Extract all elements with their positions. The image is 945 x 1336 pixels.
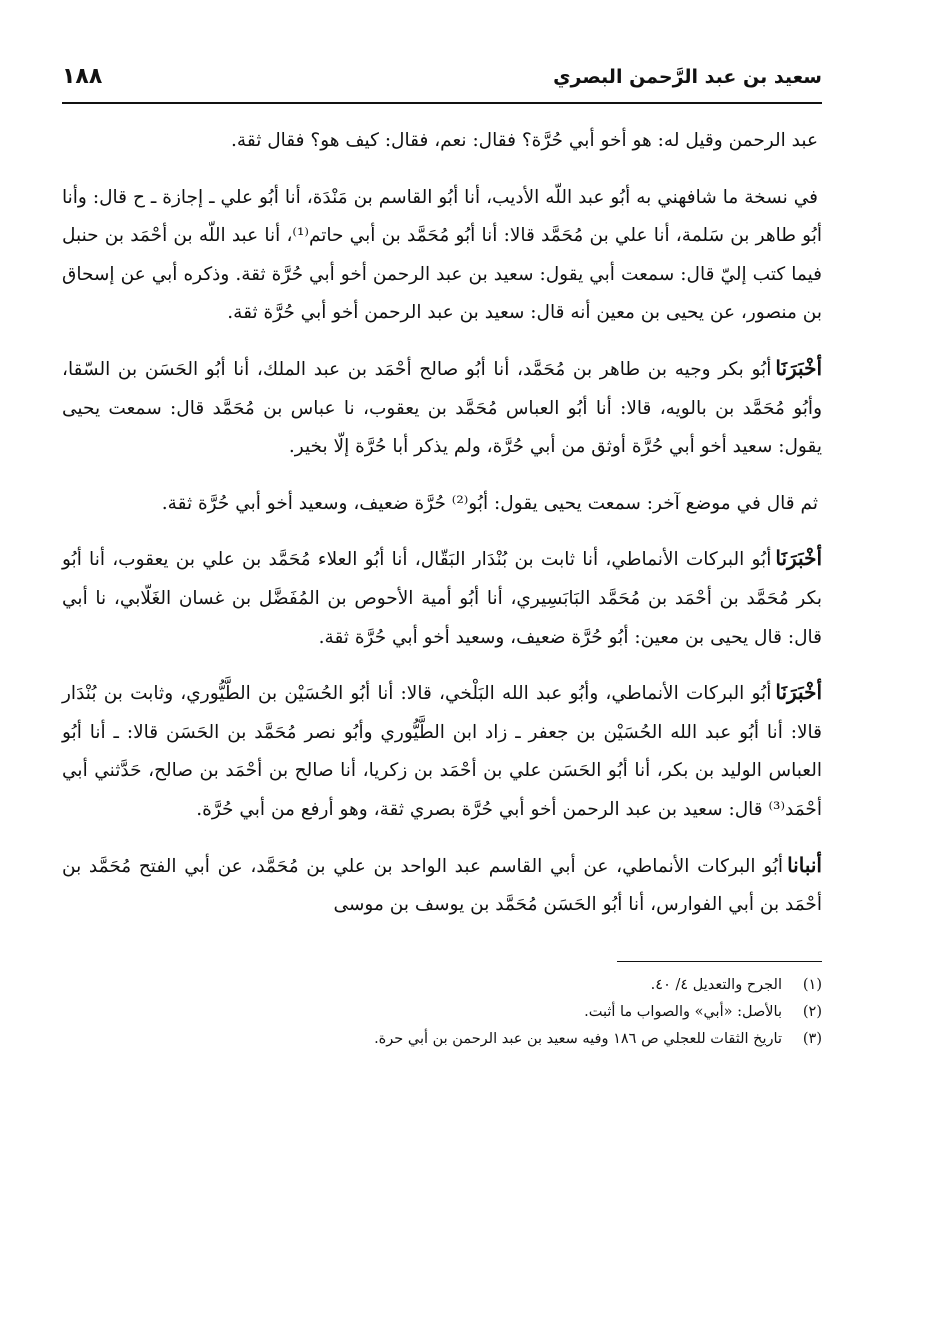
paragraph <box>62 177 822 333</box>
footnote-number: (٢) <box>802 1003 822 1020</box>
paragraph <box>62 673 822 829</box>
page-header <box>62 58 822 104</box>
footnotes <box>62 972 822 1053</box>
paragraph-text: أبُو بكر وجيه بن طاهر بن مُحَمَّد، أنا أبُو صالح أحْمَد بن عبد الملك، أنا أبُو الحَسَن بن السّقا، وأبُو مُحَمَّد بن بالويه، قالا: أنا أبُو العباس مُحَمَّد بن يعقوب، نا عباس بن مُحَمَّد قال: سمعت يحيى يقول: سعيد أخو أبي حُرَّة أوثق من أبي حُرَّة، ولم يذكر أبا حُرَّة إلّا بخير. <box>62 358 822 458</box>
paragraph <box>62 846 822 925</box>
main-text <box>62 120 822 925</box>
paragraph-text: في نسخة ما شافهني به أبُو عبد اللّه الأديب، أنا أبُو القاسم بن مَنْدَة، أنا أبُو علي ـ إجازة ـ ح قال: وأنا أبُو طاهر بن سَلمة، أنا علي بن مُحَمَّد قالا: أنا أبُو مُحَمَّد بن أبي حاتم⁽¹⁾، أنا عبد اللّه بن أحْمَد بن حنبل فيما كتب إليّ قال: سمعت أبي يقول: سعيد بن عبد الرحمن أخو أبي حُرَّة ثقة. وذكره أبي عن إسحاق بن منصور، عن يحيى بن معين أنه قال: سعيد بن عبد الرحمن أخو أبي حُرَّة ثقة. <box>62 186 822 324</box>
footnote-number: (٣) <box>802 1030 822 1047</box>
paragraph-text: ثم قال في موضع آخر: سمعت يحيى يقول: أبُو⁽²⁾ حُرَّة ضعيف، وسعيد أخو أبي حُرَّة ثقة. <box>161 492 818 514</box>
footnote-divider <box>617 961 822 962</box>
paragraph-lead: أخْبَرَنَا <box>775 546 822 571</box>
paragraph-text: أبُو البركات الأنماطي، عن أبي القاسم عبد الواحد بن علي بن مُحَمَّد، عن أبي الفتح مُحَمَّد بن أحْمَد بن أبي الفوارس، أنا أبُو الحَسَن مُحَمَّد بن يوسف بن موسى <box>62 855 822 916</box>
footnote-text: بالأصل: «أبي» والصواب ما أثبت. <box>584 1003 782 1020</box>
paragraph <box>62 120 822 161</box>
paragraph-lead: أنبانا <box>787 852 822 877</box>
paragraph-text: أبُو البركات الأنماطي، أنا ثابت بن بُنْدَار البَقّال، أنا أبُو العلاء مُحَمَّد بن علي بن يعقوب، أنا أبُو بكر مُحَمَّد بن أحْمَد بن مُحَمَّد البَابَسِيري، أنا أبُو أمية الأحوص بن المُفَضَّل بن غسان الغَلّابي، نا أبي قال: قال يحيى بن معين: أبُو حُرَّة ضعيف، وسعيد أخو أبي حُرَّة ثقة. <box>62 549 822 648</box>
footnote <box>62 999 822 1026</box>
paragraph <box>62 349 822 467</box>
page-number: ١٨٨ <box>62 64 103 89</box>
paragraph-text: عبد الرحمن وقيل له: هو أخو أبي حُرَّة؟ فقال: نعم، فقال: كيف هو؟ فقال ثقة. <box>231 130 818 151</box>
running-title: سعيد بن عبد الرَّحمن البصري <box>553 66 822 88</box>
paragraph <box>62 483 822 524</box>
footnote-text: الجرح والتعديل ٤/ ٤٠. <box>650 976 782 993</box>
paragraph-lead: أخْبَرَنَا <box>775 680 822 705</box>
footnote-text: تاريخ الثقات للعجلي ص ١٨٦ وفيه سعيد بن عبد الرحمن بن أبي حرة. <box>374 1030 782 1047</box>
paragraph <box>62 539 822 657</box>
footnote <box>62 972 822 999</box>
paragraph-text: أبُو البركات الأنماطي، وأبُو عبد الله البَلْخي، قالا: أنا أبُو الحُسَيْن بن الطَّيُّوري، وثابت بن بُنْدَار قالا: أنا أبُو عبد الله الحُسَيْن بن جعفر ـ زاد ابن الطَّيُّوري وأبُو نصر مُحَمَّد بن الحَسَن قالا: ـ أنا أبُو العباس الوليد بن بكر، أنا أبُو الحَسَن علي بن أحْمَد بن زكريا، أنا صالح بن أحْمَد بن صالح، حَدَّثني أبي أحْمَد⁽³⁾ قال: سعيد بن عبد الرحمن أخو أبي حُرَّة بصري ثقة، وهو أرفع من أبي حُرَّة. <box>62 683 822 820</box>
footnote-number: (١) <box>802 976 822 993</box>
book-page <box>62 58 822 1318</box>
footnote <box>62 1026 822 1053</box>
paragraph-lead: أخْبَرَنَا <box>775 355 822 380</box>
